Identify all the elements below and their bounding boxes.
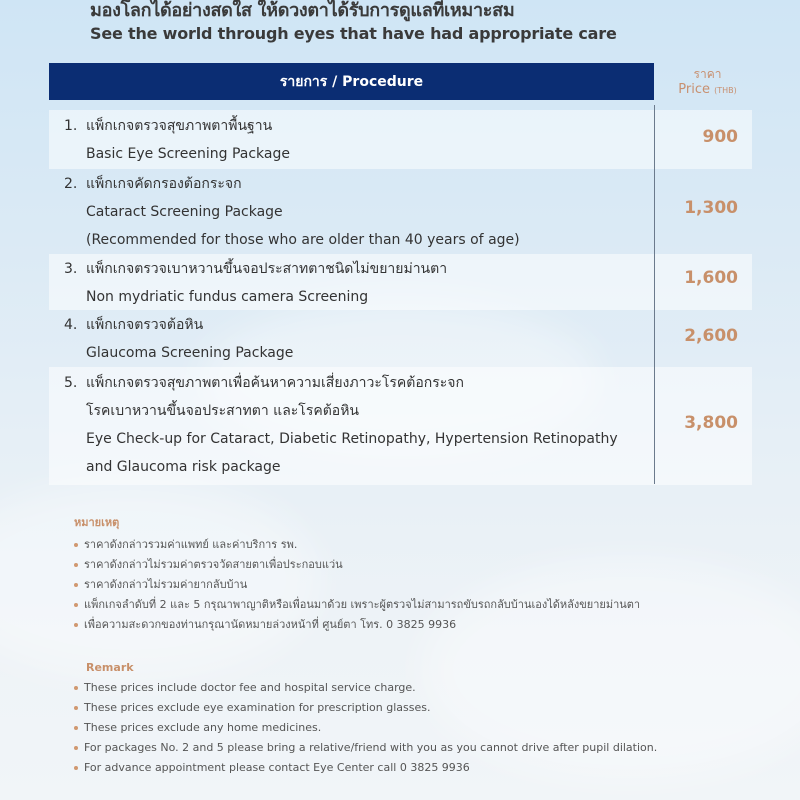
note-item: ราคาดังกล่าวไม่รวมค่าตรวจวัดสายตาเพื่อประกอบแว่น	[74, 555, 640, 575]
bullet-icon	[74, 563, 78, 567]
row-title-thai-2: โรคเบาหวานขึ้นจอประสาทตา และโรคต้อหิน	[86, 403, 359, 419]
row-title-english: Eye Check-up for Cataract, Diabetic Retinopathy, Hypertension Retinopathy	[86, 431, 618, 447]
row-price: 2,600	[684, 326, 738, 346]
price-header-unit: (THB)	[714, 86, 737, 95]
procedure-column-header: รายการ / Procedure	[49, 63, 654, 100]
row-title-thai: 1. แพ็กเกจตรวจสุขภาพตาพื้นฐาน	[64, 112, 654, 140]
price-column-header	[660, 66, 755, 99]
bullet-icon	[74, 583, 78, 587]
notes-thai-title: หมายเหตุ	[74, 516, 120, 529]
note-item: These prices include doctor fee and hospital service charge.	[74, 678, 657, 698]
row-title-english: Basic Eye Screening Package	[86, 146, 290, 162]
row-title-english-2: and Glaucoma risk package	[86, 459, 281, 475]
bullet-icon	[74, 603, 78, 607]
price-header-label: Price	[678, 82, 710, 97]
row-title-thai: 2. แพ็กเกจคัดกรองต้อกระจก	[64, 170, 654, 198]
note-item: For advance appointment please contact Eye Center call 0 3825 9936	[74, 758, 657, 778]
notes-english	[74, 661, 657, 778]
bullet-icon	[74, 623, 78, 627]
note-item: For packages No. 2 and 5 please bring a relative/friend with you as you cannot drive after pupil dilation.	[74, 738, 657, 758]
note-item: เพื่อความสะดวกของท่านกรุณานัดหมายล่วงหน้าที่ ศูนย์ตา โทร. 0 3825 9936	[74, 615, 640, 635]
price-header-thai: ราคา	[693, 67, 722, 81]
headline-thai: มองโลกได้อย่างสดใส ให้ดวงตาได้รับการดูแลที่เหมาะสม	[90, 0, 515, 21]
note-item: These prices exclude eye examination for prescription glasses.	[74, 698, 657, 718]
notes-english-title: Remark	[86, 661, 134, 674]
row-price: 3,800	[684, 413, 738, 433]
row-price: 1,600	[684, 268, 738, 288]
row-title-english: Glaucoma Screening Package	[86, 345, 294, 361]
table-row	[49, 310, 752, 367]
row-note: (Recommended for those who are older than 40 years of age)	[86, 232, 520, 248]
row-number: 1.	[64, 118, 78, 134]
row-title-thai: 5. แพ็กเกจตรวจสุขภาพตาเพื่อค้นหาความเสี่ยงภาวะโรคต้อกระจก	[64, 369, 654, 397]
row-number: 2.	[64, 176, 78, 192]
column-divider	[654, 105, 655, 484]
bullet-icon	[74, 686, 78, 690]
note-item: แพ็กเกจลำดับที่ 2 และ 5 กรุณาพาญาติหรือเพื่อนมาด้วย เพราะผู้ตรวจไม่สามารถขับรถกลับบ้านเองได้หลังขยายม่านตา	[74, 595, 640, 615]
bullet-icon	[74, 706, 78, 710]
row-number: 3.	[64, 261, 78, 277]
headline-english: See the world through eyes that have had appropriate care	[90, 24, 617, 43]
bullet-icon	[74, 766, 78, 770]
note-item: ราคาดังกล่าวรวมค่าแพทย์ และค่าบริการ รพ.	[74, 535, 640, 555]
bullet-icon	[74, 746, 78, 750]
row-number: 4.	[64, 317, 78, 333]
note-item: ราคาดังกล่าวไม่รวมค่ายากลับบ้าน	[74, 575, 640, 595]
row-price: 900	[702, 127, 738, 147]
notes-thai	[74, 513, 640, 635]
table-row	[49, 110, 752, 169]
bullet-icon	[74, 726, 78, 730]
headline	[90, 0, 710, 46]
row-title-english: Cataract Screening Package	[86, 204, 283, 220]
table-row	[49, 367, 752, 485]
row-number: 5.	[64, 375, 78, 391]
price-header-english	[660, 82, 755, 99]
row-title-thai: 3. แพ็กเกจตรวจเบาหวานขึ้นจอประสาทตาชนิดไม่ขยายม่านตา	[64, 255, 654, 283]
table-row	[49, 169, 752, 254]
row-title-thai: 4. แพ็กเกจตรวจต้อหิน	[64, 311, 654, 339]
note-item: These prices exclude any home medicines.	[74, 718, 657, 738]
row-title-english: Non mydriatic fundus camera Screening	[86, 289, 369, 305]
bullet-icon	[74, 543, 78, 547]
row-price: 1,300	[684, 198, 738, 218]
table-row	[49, 254, 752, 310]
